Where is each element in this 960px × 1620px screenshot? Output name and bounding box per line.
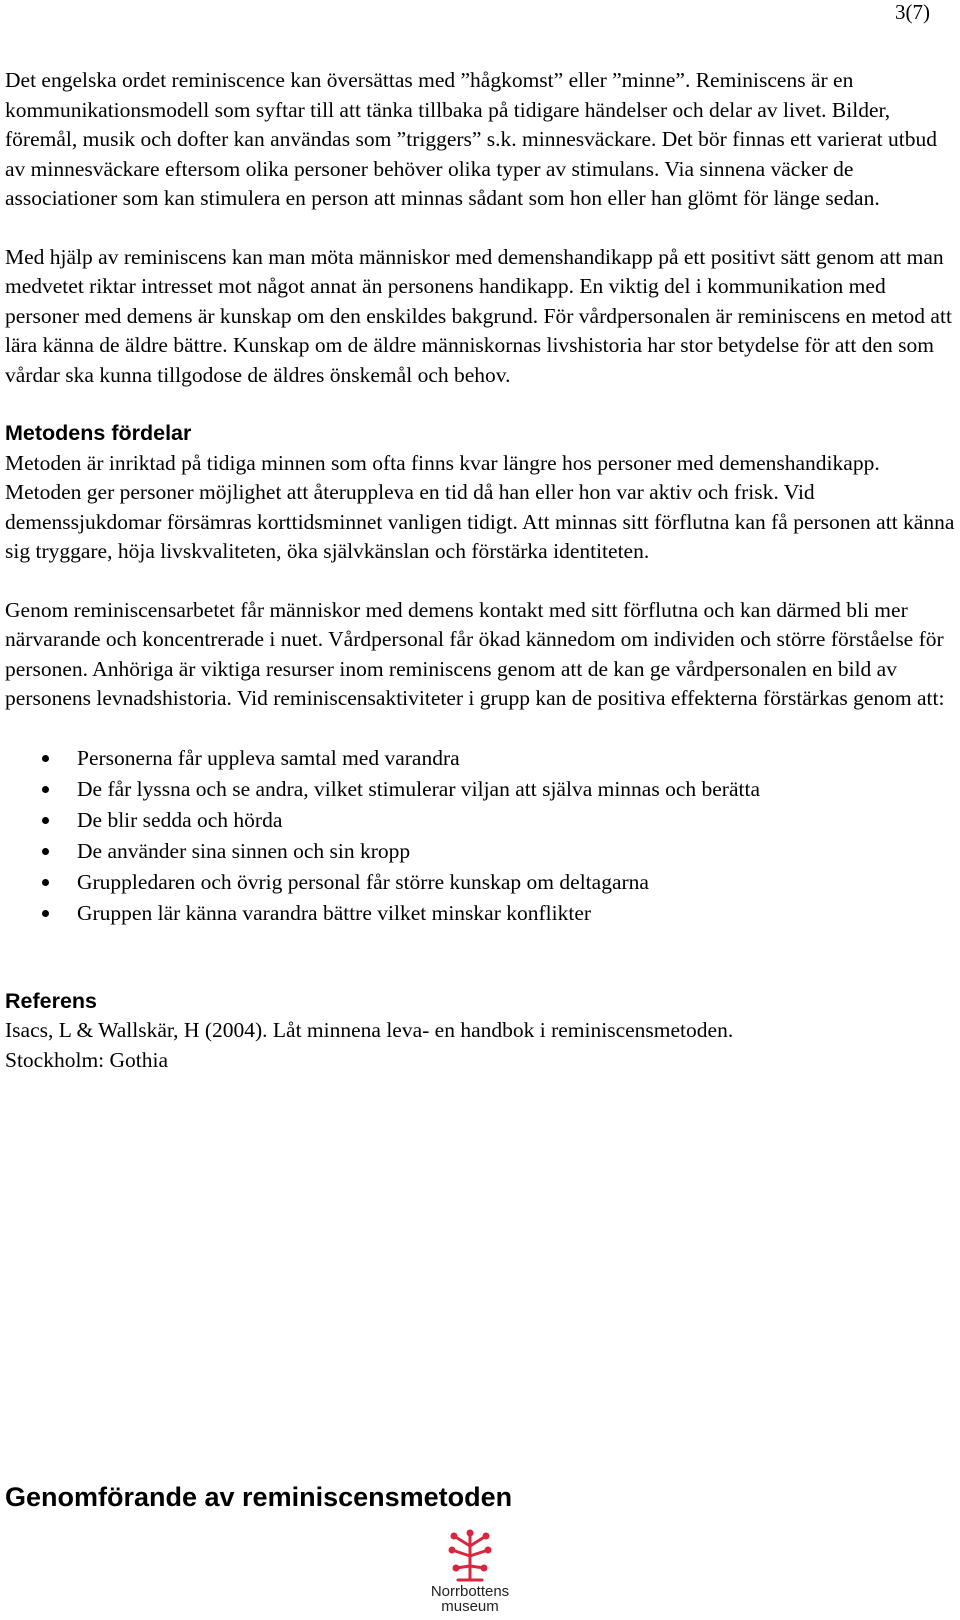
norrbottens-museum-logo bbox=[420, 1528, 520, 1620]
logo-text-line-2: museum bbox=[441, 1598, 499, 1615]
advantages-paragraph-1: Metoden är inriktad på tidiga minnen som ofta finns kvar längre hos personer med demenshandikapp. Metoden ger personer möjlighet att återuppleva en tid då han eller hon var aktiv och frisk. Vid demenssjukdomar försämras korttidsminnet vanligen tidigt. Att minnas sitt förflutna kan få personen att känna sig tryggare, höja livskvaliteten, öka självkänslan och förstärka identiteten. bbox=[5, 450, 955, 563]
section-spacer bbox=[5, 929, 955, 987]
logo-text-line-1: Norrbottens bbox=[430, 1583, 510, 1600]
list-item-text: De blir sedda och hörda bbox=[77, 807, 283, 832]
paragraph-spacer bbox=[5, 214, 955, 243]
intro-paragraph-2: Med hjälp av reminiscens kan man möta människor med demenshandikapp på ett positivt sätt genom att man medvetet riktar intresset mot något annat än personens handikapp. En viktig del i kommunikation med personer med demens är kunskap om den enskildes bakgrund. För vårdpersonalen är reminiscens en metod att lära känna de äldre bättre. Kunskap om de äldre människornas livshistoria har stor betydelse för att den som vårdar ska kunna tillgodose de äldres önskemål och behov. bbox=[5, 244, 952, 387]
implementation-title: Genomförande av reminiscensmetoden bbox=[5, 1482, 513, 1512]
list-item-text: Gruppledaren och övrig personal får större kunskap om deltagarna bbox=[77, 869, 649, 894]
list-item-text: Personerna får uppleva samtal med varandra bbox=[77, 745, 460, 770]
bullet-icon bbox=[42, 786, 49, 793]
page-number: 3(7) bbox=[895, 0, 930, 24]
list-item bbox=[5, 743, 955, 774]
bullet-icon bbox=[42, 910, 49, 917]
list-item bbox=[5, 898, 955, 929]
list-item-text: De får lyssna och se andra, vilket stimulerar viljan att själva minnas och berätta bbox=[77, 776, 760, 801]
intro-paragraph-1: Det engelska ordet reminiscence kan översättas med ”hågkomst” eller ”minne”. Reminiscens är en kommunikationsmodell som syftar till att tänka tillbaka på tidigare händelser och delar av livet. Bilder, föremål, musik och dofter kan användas som ”triggers” s.k. minnesväckare. Det bör finnas ett varierat utbud av minnesväckare eftersom olika personer behöver olika typer av stimulans. Via sinnena väcker de associationer som kan stimulera en person att minnas sådant som hon eller han glömt för länge sedan. bbox=[5, 68, 937, 210]
tree-symbol-icon bbox=[444, 1528, 496, 1584]
list-item bbox=[5, 867, 955, 898]
paragraph-spacer bbox=[5, 390, 955, 419]
list-item-text: Gruppen lär känna varandra bättre vilket minskar konflikter bbox=[77, 900, 592, 925]
list-item bbox=[5, 774, 955, 805]
effects-bullet-list bbox=[5, 743, 955, 929]
advantages-paragraph-2: Genom reminiscensarbetet får människor med demens kontakt med sitt förflutna och kan därmed bli mer närvarande och koncentrerade i nuet. Vårdpersonal får ökad kännedom om individen och större förståelse för personen. Anhöriga är viktiga resurser inom reminiscens genom att de kan ge vårdpersonalen en bild av personens levnadshistoria. Vid reminiscensaktiviteter i grupp kan de positiva effekterna förstärkas genom att: bbox=[5, 597, 945, 710]
paragraph-spacer bbox=[5, 567, 955, 596]
bullet-icon bbox=[42, 848, 49, 855]
reference-heading: Referens bbox=[5, 988, 98, 1013]
list-item bbox=[5, 805, 955, 836]
list-item bbox=[5, 836, 955, 867]
reference-line-2: Stockholm: Gothia bbox=[5, 1047, 169, 1072]
reference-line-1: Isacs, L & Wallskär, H (2004). Låt minnena leva- en handbok i reminiscensmetoden. bbox=[5, 1018, 734, 1042]
document-body bbox=[5, 66, 955, 1075]
bullet-icon bbox=[42, 879, 49, 886]
list-item-text: De använder sina sinnen och sin kropp bbox=[77, 838, 411, 863]
bullet-icon bbox=[42, 817, 49, 824]
advantages-heading: Metodens fördelar bbox=[5, 421, 192, 445]
paragraph-spacer bbox=[5, 714, 955, 743]
bullet-icon bbox=[42, 755, 49, 762]
